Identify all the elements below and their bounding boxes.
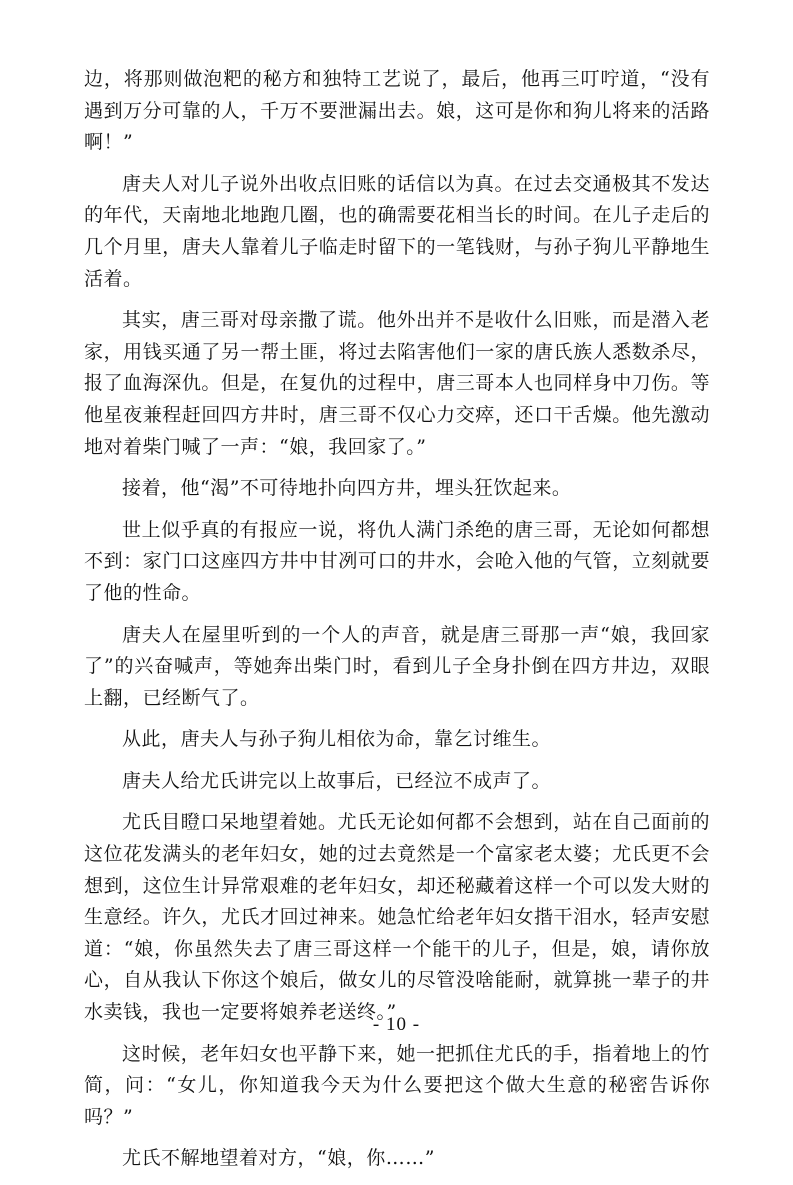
paragraph: 接着，他“渴”不可待地扑向四方井，埋头狂饮起来。 bbox=[122, 477, 572, 500]
paragraph: 唐夫人对儿子说外出收点旧账的话信以为真。在过去交通极其不发达的年代，天南地北地跑几圈，也的确需要花相当长的时间。在儿子走后的几个月里，唐夫人靠着儿子临走时留下的一笔钱财，与孙子狗儿平静地生活着。 bbox=[84, 172, 710, 290]
paragraph: 边，将那则做泡粑的秘方和独特工艺说了，最后，他再三叮咛道，“没有遇到万分可靠的人，千万不要泄漏出去。娘，这可是你和狗儿将来的活路啊！” bbox=[84, 68, 710, 154]
paragraph: 唐夫人给尤氏讲完以上故事后，已经泣不成声了。 bbox=[122, 769, 552, 792]
paragraph: 唐夫人在屋里听到的一个人的声音，就是唐三哥那一声“娘，我回家了”的兴奋喊声，等她奔出柴门时，看到儿子全身扑倒在四方井边，双眼上翻，已经断气了。 bbox=[84, 623, 710, 709]
paragraph: 尤氏目瞪口呆地望着她。尤氏无论如何都不会想到，站在自己面前的这位花发满头的老年妇女，她的过去竟然是一个富家老太婆；尤氏更不会想到，这位生计异常艰难的老年妇女，却还秘藏着这样一个可以发大财的生意经。许久，尤氏才回过神来。她急忙给老年妇女揩干泪水，轻声安慰道：“娘，你虽然失去了唐三哥这样一个能干的儿子，但是，娘，请你放心，自从我认下你这个娘后，做女儿的尽管没啥能耐，就算挑一辈子的井水卖钱，我也一定要将娘养老送终。” bbox=[84, 811, 710, 1024]
paragraph: 这时候，老年妇女也平静下来，她一把抓住尤氏的手，指着地上的竹简，问：“女儿，你知道我今天为什么要把这个做大生意的秘密告诉你吗？” bbox=[84, 1042, 710, 1128]
paragraph: 从此，唐夫人与孙子狗儿相依为命，靠乞讨维生。 bbox=[122, 728, 552, 751]
page-number: - 10 - bbox=[372, 1014, 421, 1035]
paragraph: 世上似乎真的有报应一说，将仇人满门杀绝的唐三哥，无论如何都想不到：家门口这座四方井中甘冽可口的井水，会呛入他的气管，立刻就要了他的性命。 bbox=[84, 518, 710, 604]
paragraph: 尤氏不解地望着对方，“娘，你……” bbox=[122, 1147, 435, 1170]
paragraph: 其实，唐三哥对母亲撒了谎。他外出并不是收什么旧账，而是潜入老家，用钱买通了另一帮土匪，将过去陷害他们一家的唐氏族人悉数杀尽，报了血海深仇。但是，在复仇的过程中，唐三哥本人也同样身中刀伤。等他星夜兼程赶回四方井时，唐三哥不仅心力交瘁，还口干舌燥。他先激动地对着柴门喊了一声：“娘，我回家了。” bbox=[84, 309, 710, 458]
